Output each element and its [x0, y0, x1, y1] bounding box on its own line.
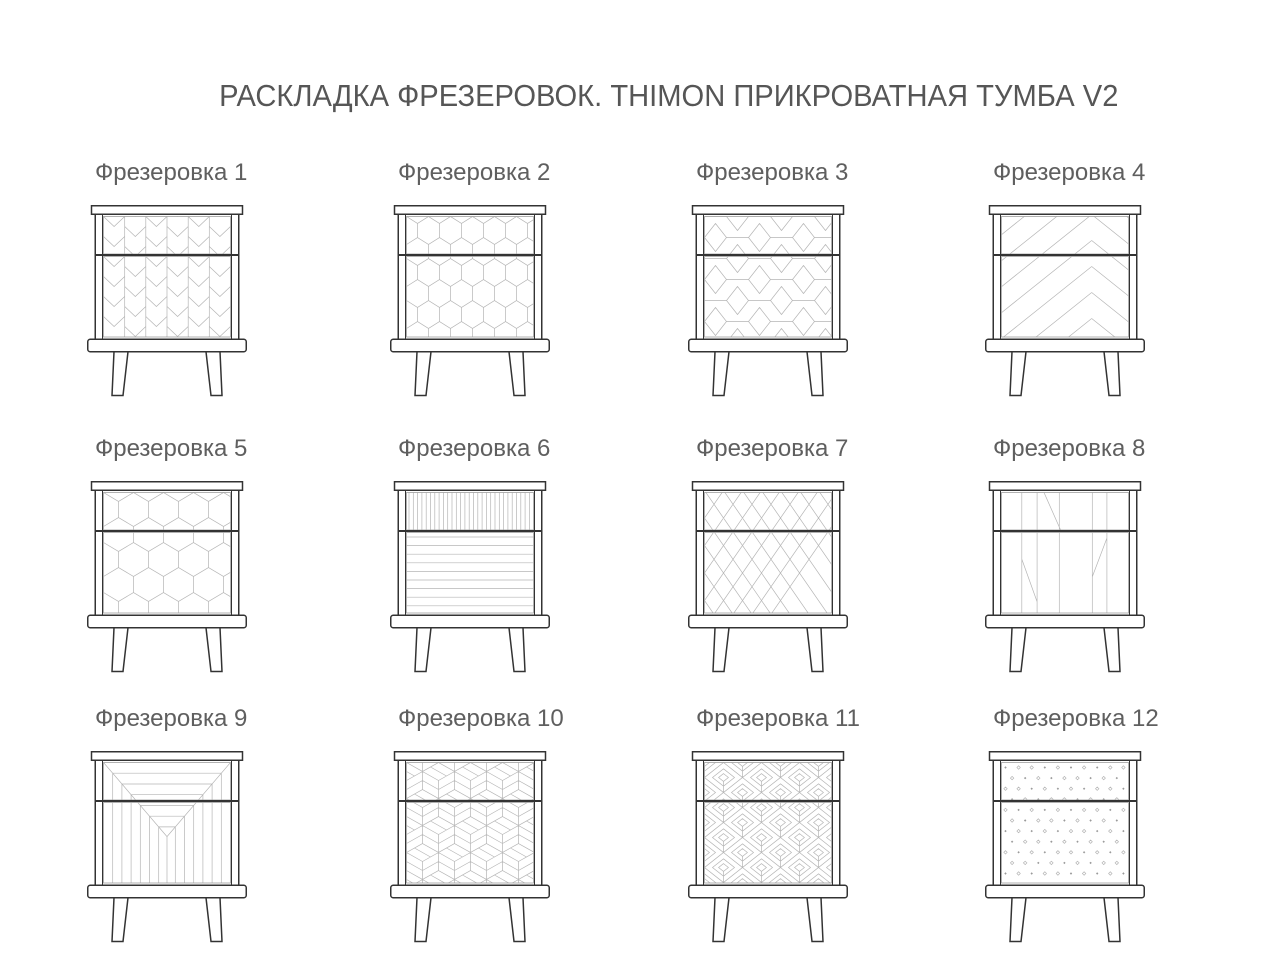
variant-label: Фрезеровка 7	[696, 435, 849, 462]
top-board	[395, 482, 546, 491]
door-front	[407, 257, 534, 338]
milling-variant-8	[985, 435, 1146, 721]
milling-variant-4	[985, 159, 1146, 445]
right-leg	[1104, 352, 1120, 396]
top-board	[395, 206, 546, 215]
milling-variant-9	[87, 705, 248, 961]
drawer-front	[407, 493, 534, 531]
door-front	[1002, 533, 1129, 614]
variant-label: Фрезеровка 9	[95, 705, 248, 732]
top-board	[990, 206, 1141, 215]
nightstand-drawing-vertical-accent	[985, 481, 1145, 673]
side-stiles	[406, 490, 535, 615]
variant-label: Фрезеровка 11	[696, 705, 860, 732]
drawer-pattern	[688, 491, 848, 616]
variant-label: Фрезеровка 3	[696, 159, 849, 186]
milling-variant-11	[688, 705, 860, 961]
door-pattern	[407, 493, 534, 606]
plinth	[391, 339, 550, 352]
drawer-pattern	[985, 205, 1145, 397]
cabinet-body	[398, 490, 542, 615]
left-leg	[1010, 352, 1026, 396]
milling-variant-7	[688, 435, 849, 721]
nightstand-drawing-honeycomb-small	[390, 205, 550, 397]
top-board	[693, 206, 844, 215]
left-leg	[112, 898, 128, 942]
door-pattern	[688, 751, 848, 913]
right-leg	[807, 898, 823, 942]
drawer-front	[1002, 217, 1129, 255]
variant-label: Фрезеровка 10	[398, 705, 564, 732]
milling-variant-3	[688, 159, 849, 445]
door-pattern	[390, 205, 550, 392]
top-board	[395, 752, 546, 761]
door-front	[407, 533, 534, 614]
cabinet-body	[398, 214, 542, 339]
side-stiles	[1001, 214, 1130, 339]
right-leg	[807, 628, 823, 672]
left-leg	[112, 628, 128, 672]
right-leg	[509, 898, 525, 942]
nightstand-drawing-dots	[985, 751, 1145, 943]
left-leg	[112, 352, 128, 396]
plinth	[391, 615, 550, 628]
left-leg	[415, 898, 431, 942]
left-leg	[1010, 628, 1026, 672]
door-pattern	[104, 763, 231, 885]
page-title: РАСКЛАДКА ФРЕЗЕРОВОК. THIMON ПРИКРОВАТНАЯ ТУМБА V2	[219, 78, 1119, 113]
top-board	[92, 482, 243, 491]
drawer-front	[1002, 493, 1129, 531]
plinth	[88, 885, 247, 898]
right-leg	[206, 352, 222, 396]
variant-label: Фрезеровка 1	[95, 159, 248, 186]
cabinet-body	[398, 760, 542, 885]
drawer-pattern	[87, 481, 247, 673]
right-leg	[206, 898, 222, 942]
variant-label: Фрезеровка 4	[993, 159, 1146, 186]
milling-variant-6	[390, 435, 551, 721]
right-leg	[807, 352, 823, 396]
top-board	[693, 482, 844, 491]
plinth	[986, 885, 1145, 898]
variant-label: Фрезеровка 5	[95, 435, 248, 462]
nightstand-drawing-diamond-lattice	[688, 481, 848, 673]
left-leg	[713, 352, 729, 396]
milling-variant-2	[390, 159, 551, 445]
door-front	[1002, 257, 1129, 338]
side-stiles	[103, 490, 232, 615]
right-leg	[206, 628, 222, 672]
top-board	[990, 482, 1141, 491]
side-stiles	[406, 760, 535, 885]
variant-label: Фрезеровка 8	[993, 435, 1146, 462]
right-leg	[1104, 628, 1120, 672]
milling-variant-10	[390, 705, 564, 961]
plinth	[689, 339, 848, 352]
top-board	[92, 752, 243, 761]
door-pattern	[87, 481, 247, 673]
plinth	[986, 339, 1145, 352]
milling-variant-12	[985, 705, 1159, 961]
nightstand-drawing-chevron-large	[985, 205, 1145, 397]
drawer-front	[407, 217, 534, 255]
plinth	[88, 615, 247, 628]
left-leg	[1010, 898, 1026, 942]
variant-label: Фрезеровка 6	[398, 435, 551, 462]
milling-variant-1	[87, 159, 248, 445]
drawer-pattern	[390, 205, 550, 392]
top-board	[693, 752, 844, 761]
right-leg	[1104, 898, 1120, 942]
nightstand-drawing-cubes	[688, 205, 848, 397]
door-pattern	[1004, 766, 1125, 875]
nightstand-drawing-honeycomb-large	[87, 481, 247, 673]
top-board	[92, 206, 243, 215]
nightstand-drawing-stripes-mixed	[390, 481, 550, 673]
plinth	[689, 615, 848, 628]
side-stiles	[406, 214, 535, 339]
door-pattern	[985, 205, 1145, 397]
left-leg	[415, 352, 431, 396]
right-leg	[509, 628, 525, 672]
milling-variant-5	[87, 435, 248, 721]
door-pattern	[1022, 493, 1107, 614]
right-leg	[509, 352, 525, 396]
drawer-front	[407, 763, 534, 801]
top-board	[990, 752, 1141, 761]
left-leg	[713, 628, 729, 672]
plinth	[689, 885, 848, 898]
drawer-pattern	[390, 751, 550, 934]
nightstand-drawing-miter-frames	[87, 751, 247, 943]
left-leg	[713, 898, 729, 942]
door-pattern	[390, 751, 550, 934]
variant-label: Фрезеровка 12	[993, 705, 1159, 732]
side-stiles	[1001, 490, 1130, 615]
left-leg	[415, 628, 431, 672]
plinth	[391, 885, 550, 898]
nightstand-drawing-nested-diamonds	[688, 751, 848, 943]
plinth	[88, 339, 247, 352]
variant-label: Фрезеровка 2	[398, 159, 551, 186]
nightstand-drawing-parquet-cubes	[390, 751, 550, 943]
nightstand-drawing-herringbone	[87, 205, 247, 397]
drawer-front	[705, 493, 832, 531]
cabinet-body	[993, 490, 1137, 615]
plinth	[986, 615, 1145, 628]
